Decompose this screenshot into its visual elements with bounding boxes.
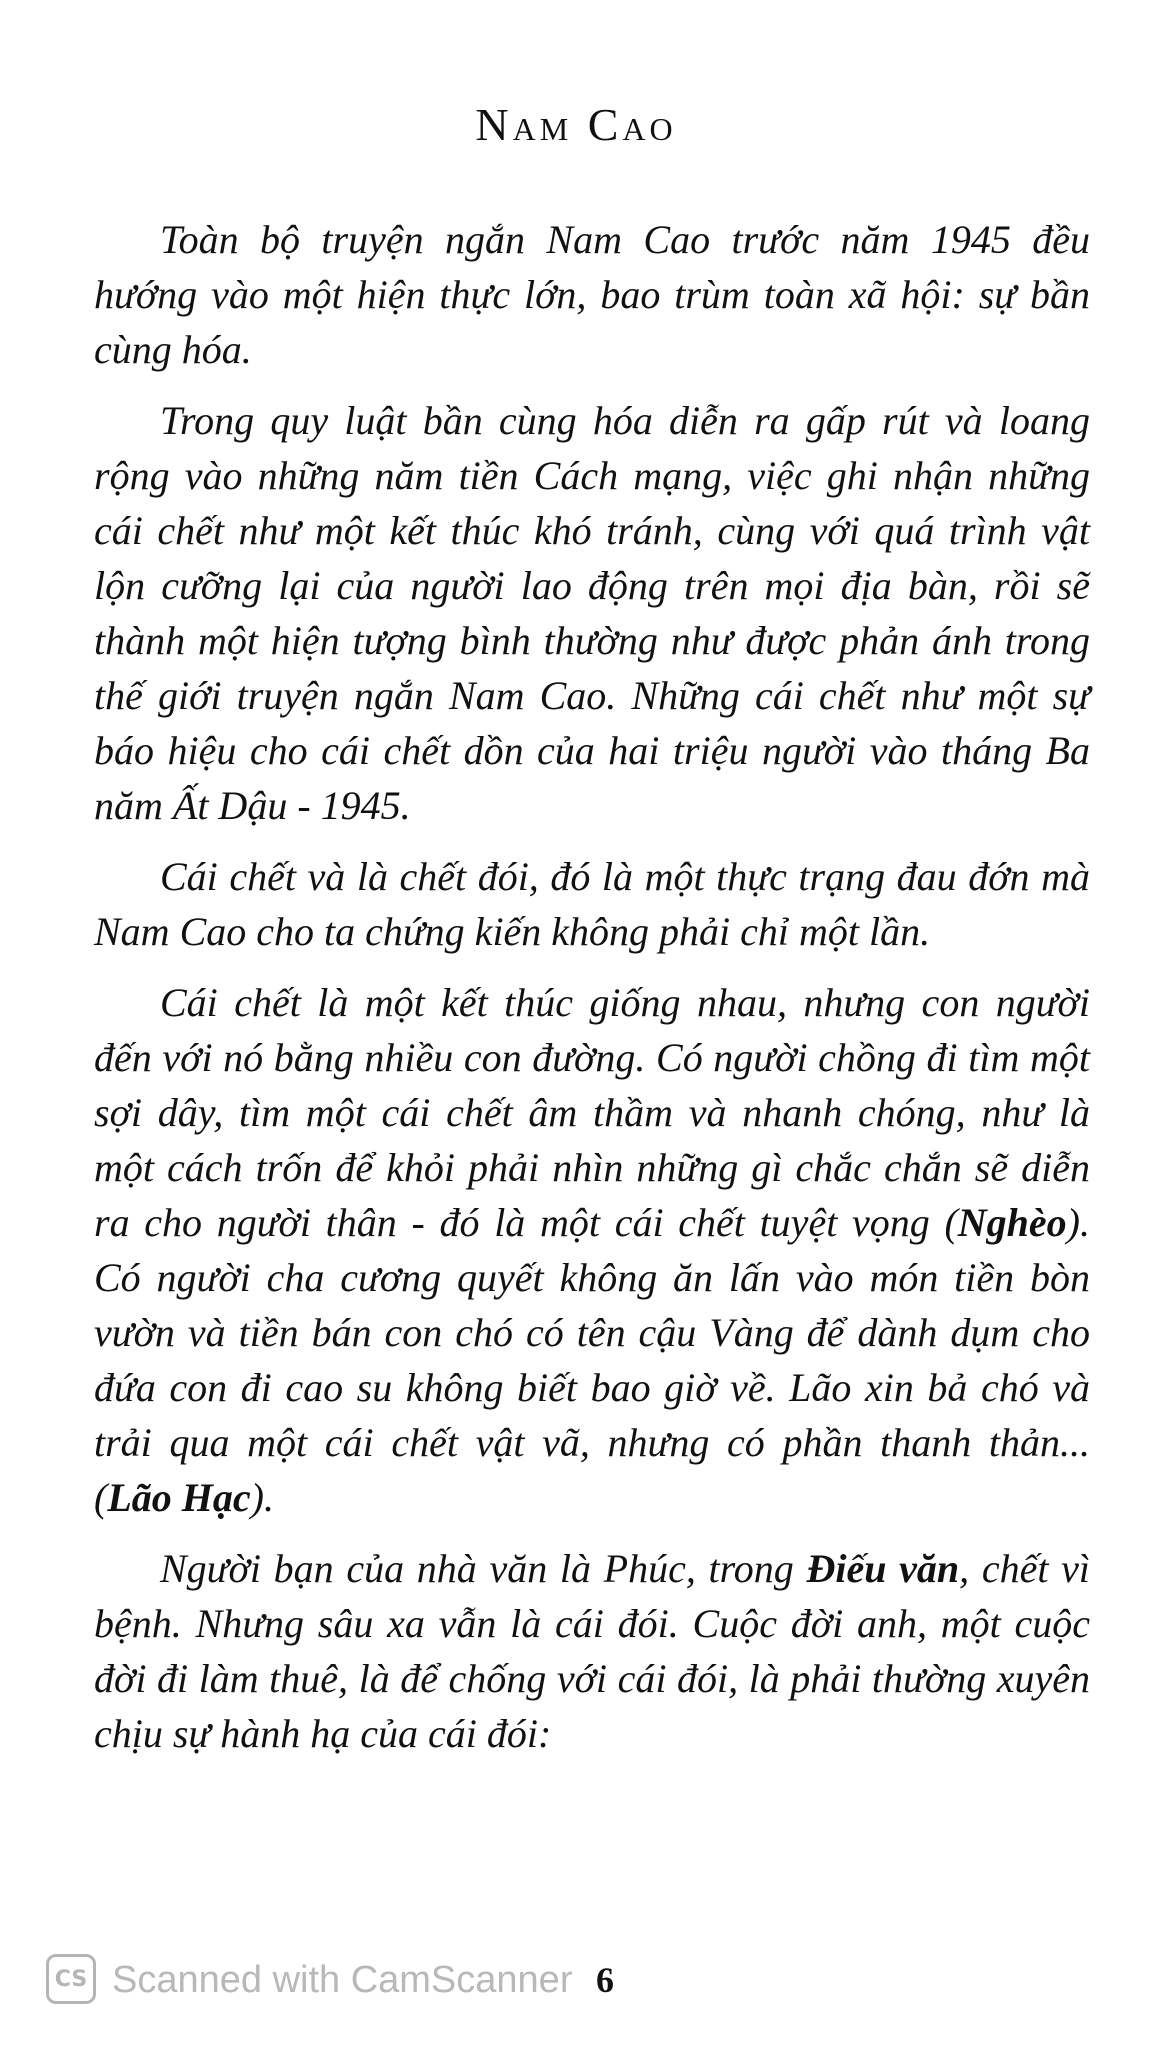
scanner-watermark: Scanned with CamScanner bbox=[112, 1959, 573, 2001]
paragraph-5 bbox=[94, 1541, 1090, 1761]
paragraph-4-text-1: Cái chết là một kết thúc giống nhau, nhưng con người đến với nó bằng nhiều con đường. Có người chồng đi tìm một sợi dây, tìm một cái chết âm thầm và nhanh chóng, như là một cách trốn để khỏi phải nhìn những gì chắc chắn sẽ diễn ra cho người thân - đó là một cái chết tuyệt vọng ( bbox=[94, 980, 1090, 1245]
work-title-lao-hac: Lão Hạc bbox=[107, 1475, 251, 1520]
page-number: 6 bbox=[596, 1960, 614, 2000]
camscanner-logo-icon bbox=[46, 1954, 96, 2004]
page-footer bbox=[0, 1950, 1152, 2010]
paragraph-4-text-3: ). bbox=[250, 1475, 274, 1520]
paragraph-3: Cái chết và là chết đói, đó là một thực trạng đau đớn mà Nam Cao cho ta chứng kiến không phải chỉ một lần. bbox=[94, 854, 1090, 954]
running-header: Nam Cao bbox=[475, 99, 677, 150]
paragraph-5-text-1: Người bạn của nhà văn là Phúc, trong bbox=[160, 1546, 807, 1591]
body-text bbox=[94, 212, 1090, 1777]
paragraph-2: Trong quy luật bần cùng hóa diễn ra gấp rút và loang rộng vào những năm tiền Cách mạng, việc ghi nhận những cái chết như một kết thúc khó tránh, cùng với quá trình vật lộn cưỡng lại của người lao động trên mọi địa bàn, rồi sẽ thành một hiện tượng bình thường như được phản ánh trong thế giới truyện ngắn Nam Cao. Những cái chết như một sự báo hiệu cho cái chết dồn của hai triệu người vào tháng Ba năm Ất Dậu - 1945. bbox=[94, 398, 1090, 828]
work-title-dieu-van: Điếu văn bbox=[806, 1546, 960, 1591]
paragraph-1: Toàn bộ truyện ngắn Nam Cao trước năm 1945 đều hướng vào một hiện thực lớn, bao trùm toàn xã hội: sự bần cùng hóa. bbox=[94, 217, 1090, 372]
work-title-ngheo: Nghèo bbox=[957, 1200, 1067, 1245]
paragraph-5-text-2: , chết vì bệnh. Nhưng sâu xa vẫn là cái đói. Cuộc đời anh, một cuộc đời đi làm thuê, là để chống với cái đói, là phải thường xuyên chịu sự hành hạ của cái đói: bbox=[94, 1546, 1090, 1756]
camscanner-logo-text: CS bbox=[54, 1966, 88, 1992]
paragraph-4 bbox=[94, 975, 1090, 1525]
paragraph-4-text-2: ). Có người cha cương quyết không ăn lấn vào món tiền bòn vườn và tiền bán con chó có tên cậu Vàng để dành dụm cho đứa con đi cao su không biết bao giờ về. Lão xin bả chó và trải qua một cái chết vật vã, nhưng có phần thanh thản... ( bbox=[94, 1200, 1090, 1520]
